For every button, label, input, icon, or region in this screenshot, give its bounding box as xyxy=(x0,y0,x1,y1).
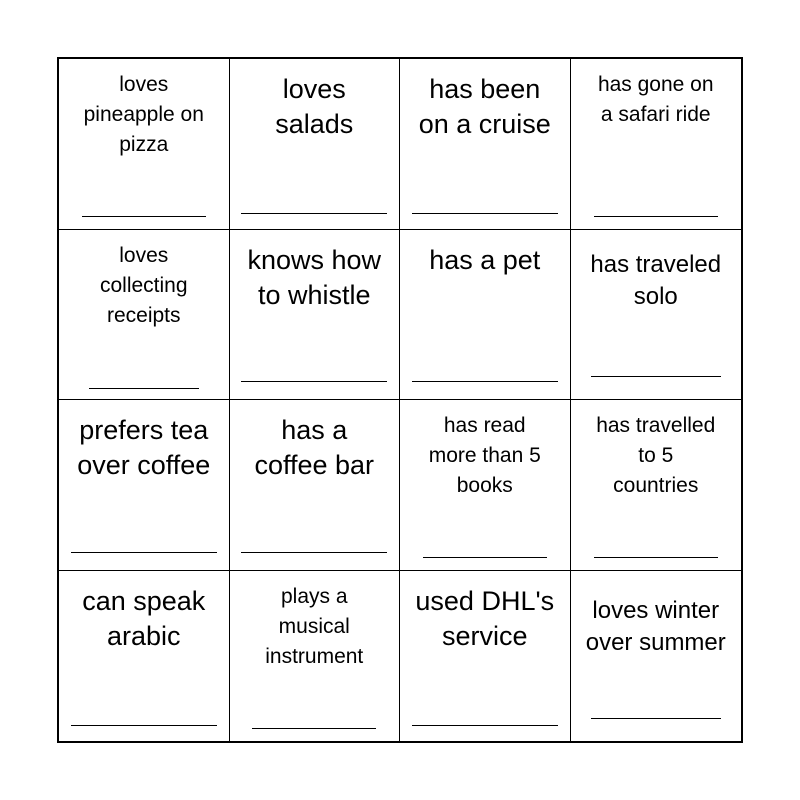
bingo-cell[interactable] xyxy=(230,400,401,571)
signature-line[interactable] xyxy=(412,725,558,726)
bingo-cell[interactable] xyxy=(59,59,230,230)
signature-line[interactable] xyxy=(89,388,199,389)
bingo-board xyxy=(57,57,743,743)
bingo-cell[interactable] xyxy=(230,59,401,230)
signature-line[interactable] xyxy=(591,718,721,719)
signature-line[interactable] xyxy=(241,381,387,382)
cell-prompt: has been on a cruise xyxy=(418,74,551,139)
bingo-cell[interactable] xyxy=(230,571,401,742)
bingo-cell[interactable] xyxy=(400,400,571,571)
signature-line[interactable] xyxy=(71,725,217,726)
cell-prompt: has a pet xyxy=(429,244,541,275)
signature-line[interactable] xyxy=(591,376,721,377)
cell-prompt: has travelled to 5 countries xyxy=(596,414,716,497)
cell-prompt: loves salads xyxy=(275,74,354,139)
cell-prompt: prefers tea over coffee xyxy=(77,415,211,480)
signature-line[interactable] xyxy=(423,557,547,558)
bingo-cell[interactable] xyxy=(571,571,742,742)
bingo-cell[interactable] xyxy=(230,230,401,401)
cell-prompt: loves pineapple on pizza xyxy=(83,73,204,156)
bingo-cell[interactable] xyxy=(400,571,571,742)
signature-line[interactable] xyxy=(241,552,387,553)
signature-line[interactable] xyxy=(241,213,387,214)
cell-prompt: has read more than 5 books xyxy=(428,414,541,497)
cell-prompt: can speak arabic xyxy=(82,585,206,651)
cell-prompt: has gone on a safari ride xyxy=(597,73,714,126)
cell-prompt: plays a musical instrument xyxy=(265,584,364,668)
signature-line[interactable] xyxy=(82,216,206,217)
cell-prompt: loves winter over summer xyxy=(585,596,726,656)
signature-line[interactable] xyxy=(412,213,558,214)
bingo-cell[interactable] xyxy=(59,400,230,571)
bingo-cell[interactable] xyxy=(400,230,571,401)
signature-line[interactable] xyxy=(71,552,217,553)
signature-line[interactable] xyxy=(594,557,718,558)
bingo-cell[interactable] xyxy=(571,59,742,230)
bingo-cell[interactable] xyxy=(571,400,742,571)
bingo-cell[interactable] xyxy=(59,230,230,401)
bingo-cell[interactable] xyxy=(400,59,571,230)
signature-line[interactable] xyxy=(252,728,376,729)
bingo-cell[interactable] xyxy=(571,230,742,401)
signature-line[interactable] xyxy=(594,216,718,217)
bingo-cell[interactable] xyxy=(59,571,230,742)
cell-prompt: knows how to whistle xyxy=(247,244,382,310)
signature-line[interactable] xyxy=(412,381,558,382)
cell-prompt: has traveled solo xyxy=(590,250,722,310)
cell-prompt: has a coffee bar xyxy=(254,415,375,480)
cell-prompt: loves collecting receipts xyxy=(99,243,188,327)
cell-prompt: used DHL's service xyxy=(415,585,555,651)
